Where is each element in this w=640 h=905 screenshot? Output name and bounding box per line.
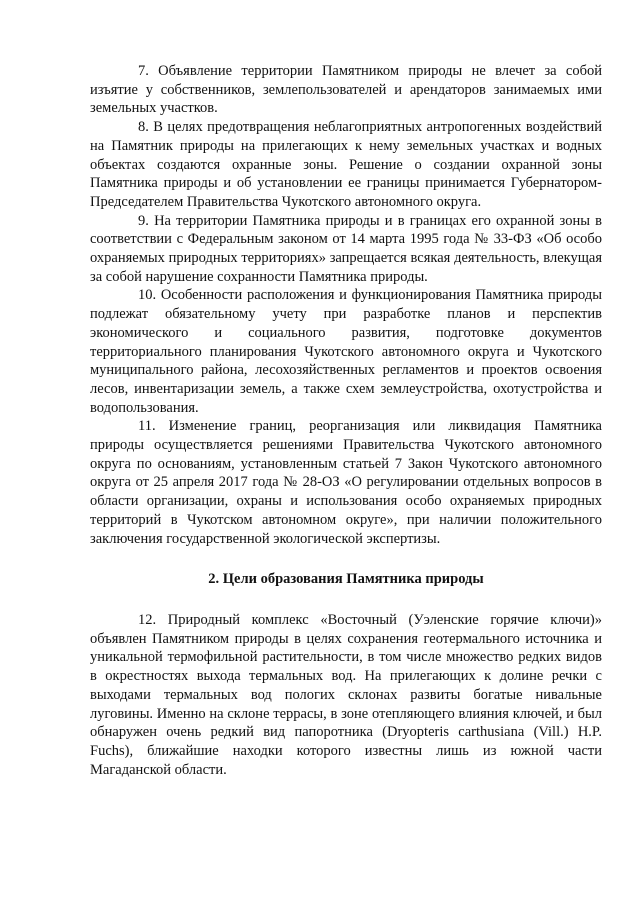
paragraph-9: 9. На территории Памятника природы и в границах его охранной зоны в соответствии с Федеральным законом от 14 марта 1995 года № 33-ФЗ «Об особо охраняемых природных территориях» запрещается всякая деятельность, влекущая за собой нарушение сохранности Памятника природы. xyxy=(90,212,602,285)
paragraph-8: 8. В целях предотвращения неблагоприятных антропогенных воздействий на Памятник природы на прилегающих к нему земельных участках и водных объектах создаются охранные зоны. Решение о создании охранной зоны Памятника природы и об установлении ее границы принимается Губернатором-Председателем Правительства Чукотского автономного округа. xyxy=(90,119,602,210)
paragraph-11: 11. Изменение границ, реорганизация или ликвидация Памятника природы осуществляется решениями Правительства Чукотского автономного округа по основаниям, установленным статьей 7 Закон Чукотского автономного округа от 25 апреля 2017 года № 28-ОЗ «О регулировании отдельных вопросов в области организации, охраны и использования особо охраняемых природных территорий в Чукотском автономном округе», при наличии положительного заключения государственной экологической экспертизы. xyxy=(90,418,602,547)
paragraph-10: 10. Особенности расположения и функционирования Памятника природы подлежат обязательному учету при разработке планов и перспектив экономического и социального развития, подготовке документов территориального планирования Чукотского автономного округа и Чукотского муниципального района, лесохозяйственных регламентов и проектов освоения лесов, инвентаризации земель, а также схем землеустройства, охотустройства и водопользования. xyxy=(90,287,602,416)
paragraph-12: 12. Природный комплекс «Восточный (Уэленские горячие ключи)» объявлен Памятником природы в целях сохранения геотермального источника и уникальной термофильной растительности, в том числе множество редких видов в окрестностях выхода термальных вод. На прилегающих к долине речки с выходами термальных вод пологих склонах развиты богатые нивальные луговины. Именно на склоне террасы, в зоне отепляющего влияния ключей, и был обнаружен очень редкий вид папоротника (Dryopteris carthusiana (Vill.) H.P. Fuchs), ближайшие находки которого известны лишь из южной части Магаданской области. xyxy=(90,611,602,778)
paragraph-7: 7. Объявление территории Памятником природы не влечет за собой изъятие у собственников, землепользователей и арендаторов занимаемых ими земельных участков. xyxy=(90,63,602,117)
document-page xyxy=(90,62,602,779)
section-heading: 2. Цели образования Памятника природы xyxy=(208,571,484,588)
